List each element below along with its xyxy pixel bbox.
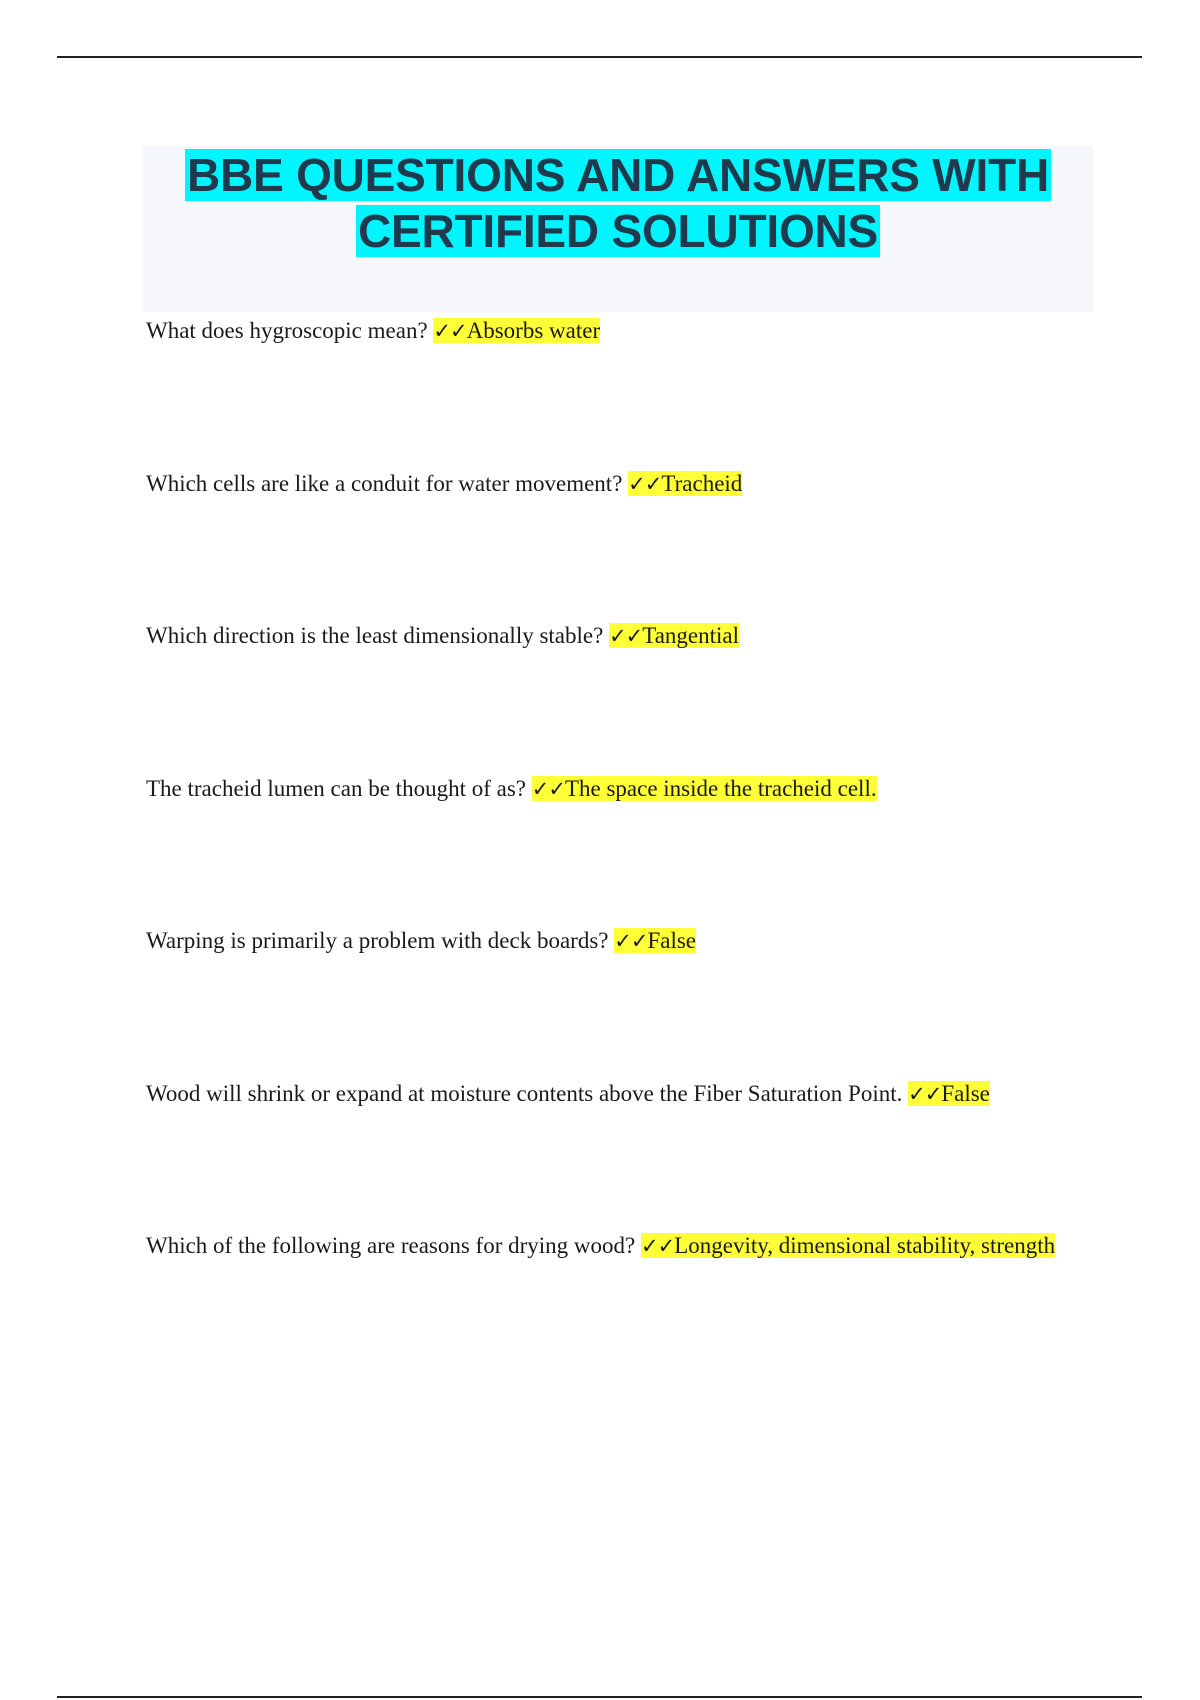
- answer-text: The space inside the tracheid cell.: [564, 776, 877, 801]
- double-check-icon: ✓✓: [628, 472, 662, 496]
- answer-text: Longevity, dimensional stability, strength: [674, 1233, 1056, 1258]
- answer-highlight: [908, 1081, 990, 1106]
- question-text: Warping is primarily a problem with deck boards?: [146, 928, 609, 953]
- answer-text: Tangential: [642, 623, 740, 648]
- title-line-1: BBE QUESTIONS AND ANSWERS WITH: [186, 149, 1050, 201]
- answer-highlight: [532, 776, 877, 801]
- answer-highlight: [641, 1233, 1055, 1258]
- title-box: [143, 146, 1093, 312]
- qa-item: [146, 910, 1076, 972]
- question-text: Which of the following are reasons for drying wood?: [146, 1233, 636, 1258]
- answer-text: Absorbs water: [466, 318, 601, 343]
- answer-highlight: [614, 928, 696, 953]
- answer-text: False: [941, 1081, 990, 1106]
- answer-highlight: [628, 471, 742, 496]
- question-text: Wood will shrink or expand at moisture contents above the Fiber Saturation Point.: [146, 1081, 903, 1106]
- header-rule: [57, 56, 1142, 58]
- question-text: The tracheid lumen can be thought of as?: [146, 776, 526, 801]
- question-text: Which direction is the least dimensionally stable?: [146, 623, 604, 648]
- double-check-icon: ✓✓: [641, 1234, 675, 1258]
- double-check-icon: ✓✓: [433, 319, 467, 343]
- double-check-icon: ✓✓: [614, 929, 648, 953]
- double-check-icon: ✓✓: [609, 624, 643, 648]
- double-check-icon: ✓✓: [531, 777, 565, 801]
- qa-item: [146, 453, 1076, 515]
- qa-item: [146, 1215, 1076, 1277]
- document-title: [143, 146, 1093, 259]
- qa-item: [146, 300, 1076, 362]
- qa-item: [146, 1063, 1076, 1125]
- double-check-icon: ✓✓: [908, 1082, 942, 1106]
- qa-item: [146, 605, 1076, 667]
- question-text: Which cells are like a conduit for water movement?: [146, 471, 623, 496]
- answer-highlight: [433, 318, 600, 343]
- title-line-2: CERTIFIED SOLUTIONS: [357, 205, 879, 257]
- footer-rule: [57, 1696, 1142, 1698]
- answer-text: False: [647, 928, 697, 953]
- qa-item: [146, 758, 1076, 820]
- question-text: What does hygroscopic mean?: [146, 318, 428, 343]
- answer-highlight: [609, 623, 739, 648]
- answer-text: Tracheid: [661, 471, 743, 496]
